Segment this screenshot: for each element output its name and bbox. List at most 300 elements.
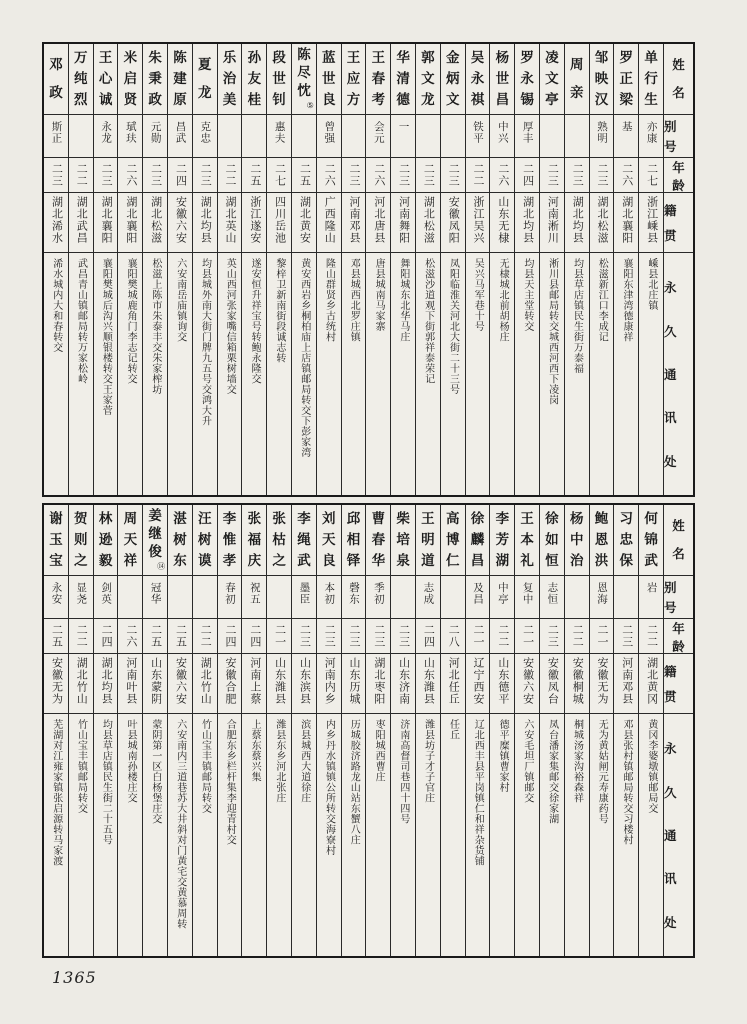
age-cell: 二三 xyxy=(44,157,68,192)
person-column xyxy=(514,44,539,495)
name-cell: 罗 永 锡 xyxy=(520,50,534,108)
name-cell: 周 天 祥 xyxy=(123,511,138,569)
address-cell: 六安毛坦厂镇邮交 xyxy=(515,713,539,956)
header-age-label: 年 龄 xyxy=(664,618,693,653)
address-cell: 邓县张村镇邮局转交习楼村 xyxy=(614,713,638,956)
person-column xyxy=(291,505,316,956)
age-cell: 二六 xyxy=(490,157,514,192)
header-native-label: 籍 贯 xyxy=(664,192,693,252)
header-name-label: 姓 名 xyxy=(672,58,685,100)
name-cell: 高 博 仁 xyxy=(445,511,460,569)
person-column xyxy=(217,44,242,495)
native-place-cell: 山东济南 xyxy=(391,653,415,713)
address-cell: 黎梓卫新南街段诚志转 xyxy=(267,252,291,495)
name-cell: 张 枯 之 xyxy=(272,511,286,569)
name-cell: 汪 树 谟 xyxy=(198,511,212,569)
name-cell: 何 锦 武 xyxy=(644,511,658,569)
person-column xyxy=(589,44,614,495)
native-place-cell: 安徽六安 xyxy=(168,653,192,713)
alias-cell: 春初 xyxy=(218,575,242,618)
person-column xyxy=(341,44,366,495)
name-cell: 郭 文 龙 xyxy=(421,50,435,108)
age-cell: 二三 xyxy=(540,157,564,192)
name-cell: 王 春 考 xyxy=(371,50,386,108)
address-cell: 襄阳东津湾德康祥 xyxy=(614,252,638,495)
person-column xyxy=(390,44,415,495)
age-cell: 二三 xyxy=(391,157,415,192)
person-column xyxy=(93,44,118,495)
address-cell: 均县天主堂转交 xyxy=(515,252,539,495)
person-column xyxy=(564,505,589,956)
address-cell: 芜湖对江雍家镇张启源转马家渡 xyxy=(44,713,68,956)
name-cell: 柴 培 泉 xyxy=(396,511,410,569)
person-column xyxy=(68,44,93,495)
alias-cell xyxy=(342,114,366,157)
roster-table-lower xyxy=(42,503,695,958)
address-cell: 任丘 xyxy=(441,713,465,956)
alias-cell: 铁平 xyxy=(466,114,490,157)
person-column xyxy=(489,505,514,956)
address-cell: 吴兴马军巷十号 xyxy=(466,252,490,495)
name-cell: 华 清 德 xyxy=(396,50,410,108)
person-column xyxy=(93,505,118,956)
address-cell: 凤台潘家集邮交徐家湖 xyxy=(540,713,564,956)
address-cell: 均县城外南大街门牌九五号交鸿大升 xyxy=(193,252,217,495)
native-place-cell: 安徽六安 xyxy=(515,653,539,713)
age-cell: 二三 xyxy=(342,157,366,192)
age-cell: 二一 xyxy=(590,618,614,653)
person-column xyxy=(266,505,291,956)
native-place-cell: 湖北襄阳 xyxy=(614,192,638,252)
person-column xyxy=(316,44,341,495)
alias-cell: 墨臣 xyxy=(292,575,316,618)
native-place-cell: 湖北均县 xyxy=(193,192,217,252)
native-place-cell: 河南邓县 xyxy=(342,192,366,252)
alias-cell: 中亭 xyxy=(490,575,514,618)
native-place-cell: 湖北松滋 xyxy=(590,192,614,252)
alias-cell: 会元 xyxy=(366,114,390,157)
name-cell: 姜 继 俊 ⑭ xyxy=(148,508,166,571)
age-cell: 二二 xyxy=(565,618,589,653)
native-place-cell: 安徽六安 xyxy=(168,192,192,252)
person-column xyxy=(564,44,589,495)
name-cell: 单 行 生 xyxy=(644,50,658,108)
alias-cell: 磬东 xyxy=(342,575,366,618)
address-cell: 松滋新江口李成记 xyxy=(590,252,614,495)
alias-cell: 基 xyxy=(614,114,638,157)
alias-cell: 季初 xyxy=(366,575,390,618)
name-cell: 段 世 钊 xyxy=(272,50,286,108)
person-column xyxy=(489,44,514,495)
age-cell: 二五 xyxy=(168,618,192,653)
header-name-label: 姓 名 xyxy=(672,519,685,561)
age-cell: 二三 xyxy=(614,618,638,653)
person-column xyxy=(68,505,93,956)
name-cell: 王 应 方 xyxy=(346,50,361,108)
age-cell: 二三 xyxy=(342,618,366,653)
native-place-cell: 湖北竹山 xyxy=(69,653,93,713)
alias-cell xyxy=(218,114,242,157)
age-cell: 二三 xyxy=(143,157,167,192)
address-cell: 英山西河张家嘴信箱栗树墙交 xyxy=(218,252,242,495)
name-cell: 杨 世 昌 xyxy=(495,50,510,108)
native-place-cell: 安徽凤台 xyxy=(540,653,564,713)
person-column xyxy=(142,505,167,956)
address-cell: 叶县城南孙楼庄交 xyxy=(118,713,142,956)
address-cell: 济南高督司巷四十四号 xyxy=(391,713,415,956)
address-cell: 六安南内三道巷苏大井斜对门黄宅交黄慕周转 xyxy=(168,713,192,956)
native-place-cell: 河南上蔡 xyxy=(242,653,266,713)
alias-cell: 斯正 xyxy=(44,114,68,157)
person-column xyxy=(341,505,366,956)
address-cell: 竹山宝丰镇邮局转交 xyxy=(69,713,93,956)
person-column xyxy=(440,44,465,495)
age-cell: 二二 xyxy=(69,157,93,192)
person-column xyxy=(167,44,192,495)
alias-cell: 中兴 xyxy=(490,114,514,157)
age-cell: 二四 xyxy=(94,618,118,653)
address-cell: 黄冈李婆墩镇邮局交 xyxy=(639,713,663,956)
age-cell: 二四 xyxy=(242,618,266,653)
person-column xyxy=(638,505,663,956)
person-column xyxy=(440,505,465,956)
name-cell: 刘 天 良 xyxy=(321,511,336,569)
alias-cell xyxy=(118,575,142,618)
name-cell: 金 炳 文 xyxy=(445,50,460,108)
native-place-cell: 浙江吴兴 xyxy=(466,192,490,252)
name-cell: 贺 则 之 xyxy=(74,511,88,569)
person-column xyxy=(291,44,316,495)
age-cell: 二六 xyxy=(118,618,142,653)
native-place-cell: 湖北黄冈 xyxy=(639,653,663,713)
person-column xyxy=(142,44,167,495)
header-alias-label: 别 号 xyxy=(664,114,693,157)
person-column xyxy=(613,505,638,956)
alias-cell xyxy=(441,575,465,618)
alias-cell xyxy=(69,114,93,157)
alias-cell: 珷玞 xyxy=(118,114,142,157)
name-cell: 夏 龙 xyxy=(198,57,212,101)
alias-cell: 及昌 xyxy=(466,575,490,618)
alias-cell: 岩 xyxy=(639,575,663,618)
native-place-cell: 山东德平 xyxy=(490,653,514,713)
native-place-cell: 山东潍县 xyxy=(267,653,291,713)
alias-cell: 惠夫 xyxy=(267,114,291,157)
alias-cell xyxy=(565,114,589,157)
address-cell: 潍县东乡河北张庄 xyxy=(267,713,291,956)
native-place-cell: 山东无棣 xyxy=(490,192,514,252)
address-cell: 松滋沙道观下街郭祥泰荣记 xyxy=(416,252,440,495)
alias-cell: 剑英 xyxy=(94,575,118,618)
address-cell: 均县草店镇民生街万泰福 xyxy=(565,252,589,495)
address-cell: 唐县城南马家寨 xyxy=(366,252,390,495)
name-cell: 王 心 诚 xyxy=(98,50,113,108)
address-cell: 合肥东乡栏杆集李迎青村交 xyxy=(218,713,242,956)
address-cell: 竹山宝丰镇邮局转交 xyxy=(193,713,217,956)
alias-cell xyxy=(168,575,192,618)
address-cell: 内乡丹水镇镇公所转交海寮村 xyxy=(317,713,341,956)
alias-cell xyxy=(416,114,440,157)
name-cell: 习 忠 保 xyxy=(619,511,634,569)
person-column xyxy=(365,505,390,956)
name-annotation: ⑤ xyxy=(306,100,314,110)
person-column xyxy=(44,505,68,956)
name-cell: 王 本 礼 xyxy=(520,511,534,569)
address-cell: 均县草店镇民生街二十五号 xyxy=(94,713,118,956)
name-cell: 李 芳 湖 xyxy=(495,511,510,569)
native-place-cell: 湖北松滋 xyxy=(416,192,440,252)
person-column xyxy=(514,505,539,956)
address-cell: 历城胶济路龙山站东蟹八庄 xyxy=(342,713,366,956)
name-cell: 杨 中 治 xyxy=(569,511,584,569)
address-cell: 松滋上陈市朱泰丰交朱家榨坊 xyxy=(143,252,167,495)
name-cell: 徐 如 恒 xyxy=(545,511,559,569)
age-cell: 二二 xyxy=(193,618,217,653)
age-cell: 二七 xyxy=(639,157,663,192)
alias-cell: 厚丰 xyxy=(515,114,539,157)
address-cell: 六安南岳庙镇询交 xyxy=(168,252,192,495)
alias-cell: 显尧 xyxy=(69,575,93,618)
page-number: 1365 xyxy=(52,968,97,987)
alias-cell xyxy=(540,114,564,157)
person-column xyxy=(192,44,217,495)
age-cell: 二二 xyxy=(490,618,514,653)
person-column xyxy=(192,505,217,956)
address-cell: 无为黄姑闸元寿康药号 xyxy=(590,713,614,956)
age-cell: 二一 xyxy=(515,618,539,653)
address-cell: 枣阳城西曹庄 xyxy=(366,713,390,956)
address-cell: 蒙阴第一区白杨堡庄交 xyxy=(143,713,167,956)
age-cell: 二三 xyxy=(565,157,589,192)
name-cell: 米 启 贤 xyxy=(123,50,138,108)
name-cell: 林 逊 毅 xyxy=(98,511,113,569)
alias-cell: 克忠 xyxy=(193,114,217,157)
alias-cell xyxy=(391,575,415,618)
age-cell: 二五 xyxy=(143,618,167,653)
name-cell: 朱 秉 政 xyxy=(148,50,162,108)
person-column xyxy=(241,44,266,495)
name-cell: 邹 映 汉 xyxy=(594,50,609,108)
alias-cell: 祝五 xyxy=(242,575,266,618)
person-column xyxy=(613,44,638,495)
alias-cell: 曾强 xyxy=(317,114,341,157)
name-cell: 湛 树 东 xyxy=(173,511,187,569)
age-cell: 二七 xyxy=(267,157,291,192)
person-column xyxy=(44,44,68,495)
native-place-cell: 浙江遂安 xyxy=(242,192,266,252)
age-cell: 二一 xyxy=(466,618,490,653)
address-cell: 黄安西岩乡桐柏庙上店镇邮局转交下彭家湾 xyxy=(292,252,316,495)
native-place-cell: 四川岳池 xyxy=(267,192,291,252)
address-cell: 遂安恒升祥宝号转鲍永隆交 xyxy=(242,252,266,495)
person-column xyxy=(241,505,266,956)
age-cell: 二三 xyxy=(317,618,341,653)
age-cell: 二四 xyxy=(515,157,539,192)
person-column xyxy=(415,44,440,495)
age-cell: 二三 xyxy=(292,618,316,653)
name-cell: 邓 政 xyxy=(49,57,63,101)
native-place-cell: 湖北均县 xyxy=(565,192,589,252)
name-cell: 王 明 道 xyxy=(421,511,435,569)
age-cell: 二四 xyxy=(218,618,242,653)
header-native-label: 籍 贯 xyxy=(664,653,693,713)
address-cell: 襄阳樊城后沟兴顺银楼转交王家菅 xyxy=(94,252,118,495)
address-cell: 无棣城北前胡杨庄 xyxy=(490,252,514,495)
native-place-cell: 河北任丘 xyxy=(441,653,465,713)
alias-cell: 元勋 xyxy=(143,114,167,157)
native-place-cell: 湖北枣阳 xyxy=(366,653,390,713)
alias-cell: 冠华 xyxy=(143,575,167,618)
person-column xyxy=(117,44,142,495)
age-cell: 二五 xyxy=(292,157,316,192)
native-place-cell: 湖北均县 xyxy=(94,653,118,713)
address-cell: 桐城汤家沟裕森祥 xyxy=(565,713,589,956)
native-place-cell: 河北唐县 xyxy=(366,192,390,252)
name-cell: 陈 建 原 xyxy=(173,50,187,108)
address-cell: 潍县坊子才子官庄 xyxy=(416,713,440,956)
alias-cell xyxy=(242,114,266,157)
name-cell: 张 福 庆 xyxy=(247,511,262,569)
native-place-cell: 湖北黄安 xyxy=(292,192,316,252)
age-cell: 二三 xyxy=(590,157,614,192)
person-column xyxy=(266,44,291,495)
alias-cell: 本初 xyxy=(317,575,341,618)
age-cell: 二三 xyxy=(391,618,415,653)
alias-cell: 复中 xyxy=(515,575,539,618)
address-cell: 浠水城内大和春转交 xyxy=(44,252,68,495)
address-cell: 上蔡东蔡兴集 xyxy=(242,713,266,956)
age-cell: 二八 xyxy=(441,618,465,653)
native-place-cell: 辽宁西安 xyxy=(466,653,490,713)
native-place-cell: 山东历城 xyxy=(342,653,366,713)
name-cell: 李 绳 武 xyxy=(297,511,311,569)
native-place-cell: 山东蒙阴 xyxy=(143,653,167,713)
address-cell: 滨县城西大道徐庄 xyxy=(292,713,316,956)
age-cell: 二二 xyxy=(466,157,490,192)
alias-cell xyxy=(565,575,589,618)
native-place-cell: 安徽桐城 xyxy=(565,653,589,713)
name-cell: 乐 治 美 xyxy=(222,50,237,108)
native-place-cell: 河南叶县 xyxy=(118,653,142,713)
address-cell: 舞阳城东北华马庄 xyxy=(391,252,415,495)
native-place-cell: 湖北均县 xyxy=(515,192,539,252)
address-cell: 嵊县北庄镇 xyxy=(639,252,663,495)
native-place-cell: 河南内乡 xyxy=(317,653,341,713)
address-cell: 淅川县邮局转交城西河西下凌岗 xyxy=(540,252,564,495)
address-cell: 襄阳樊城鹿角门李志记转交 xyxy=(118,252,142,495)
native-place-cell: 河南淅川 xyxy=(540,192,564,252)
person-column xyxy=(390,505,415,956)
header-column xyxy=(663,505,693,956)
alias-cell xyxy=(441,114,465,157)
name-cell: 邱 相 铎 xyxy=(346,511,361,569)
native-place-cell: 河南舞阳 xyxy=(391,192,415,252)
name-cell: 谢 玉 宝 xyxy=(49,511,63,569)
native-place-cell: 广西隆山 xyxy=(317,192,341,252)
age-cell: 二二 xyxy=(639,618,663,653)
age-cell: 二三 xyxy=(416,157,440,192)
native-place-cell: 安徽无为 xyxy=(44,653,68,713)
native-place-cell: 湖北襄阳 xyxy=(118,192,142,252)
header-column xyxy=(663,44,693,495)
name-cell: 吴 永 祺 xyxy=(470,50,485,108)
native-place-cell: 山东潍县 xyxy=(416,653,440,713)
alias-cell: 熟明 xyxy=(590,114,614,157)
address-cell: 隆山群贤乡古统村 xyxy=(317,252,341,495)
alias-cell: 一 xyxy=(391,114,415,157)
name-cell: 凌 文 亭 xyxy=(545,50,559,108)
name-cell: 万 纯 烈 xyxy=(74,50,88,108)
person-column xyxy=(217,505,242,956)
age-cell: 二三 xyxy=(193,157,217,192)
alias-cell: 永安 xyxy=(44,575,68,618)
person-column xyxy=(167,505,192,956)
name-cell: 周 亲 xyxy=(569,57,584,101)
person-column xyxy=(589,505,614,956)
native-place-cell: 浙江嵊县 xyxy=(639,192,663,252)
age-cell: 二五 xyxy=(44,618,68,653)
address-cell: 德平糜镇曹家村 xyxy=(490,713,514,956)
native-place-cell: 湖北浠水 xyxy=(44,192,68,252)
person-column xyxy=(117,505,142,956)
person-column xyxy=(316,505,341,956)
alias-cell: 志恒 xyxy=(540,575,564,618)
native-place-cell: 湖北襄阳 xyxy=(94,192,118,252)
address-cell: 邓县城西北罗庄镇 xyxy=(342,252,366,495)
name-cell: 李 惟 孝 xyxy=(222,511,237,569)
alias-cell: 志成 xyxy=(416,575,440,618)
alias-cell: 恩海 xyxy=(590,575,614,618)
alias-cell: 昌武 xyxy=(168,114,192,157)
age-cell: 二三 xyxy=(540,618,564,653)
age-cell: 二六 xyxy=(317,157,341,192)
age-cell: 二二 xyxy=(69,618,93,653)
address-cell: 辽北西丰县平岗镇仁和祥杂货铺 xyxy=(466,713,490,956)
roster-table-upper xyxy=(42,42,695,497)
age-cell: 二三 xyxy=(94,157,118,192)
alias-cell xyxy=(292,114,316,157)
native-place-cell: 河南邓县 xyxy=(614,653,638,713)
native-place-cell: 安徽凤阳 xyxy=(441,192,465,252)
name-cell: 蓝 世 良 xyxy=(321,50,336,108)
name-cell: 孙 友 桂 xyxy=(247,50,262,108)
alias-cell: 亦康 xyxy=(639,114,663,157)
age-cell: 二六 xyxy=(118,157,142,192)
alias-cell xyxy=(614,575,638,618)
age-cell: 二六 xyxy=(366,157,390,192)
person-column xyxy=(365,44,390,495)
age-cell: 二三 xyxy=(366,618,390,653)
age-cell: 二四 xyxy=(168,157,192,192)
person-column xyxy=(638,44,663,495)
alias-cell: 永龙 xyxy=(94,114,118,157)
person-column xyxy=(415,505,440,956)
name-cell: 陈 尽 忱 ⑤ xyxy=(297,47,314,110)
native-place-cell: 山东滨县 xyxy=(292,653,316,713)
person-column xyxy=(465,44,490,495)
age-cell: 二五 xyxy=(242,157,266,192)
person-column xyxy=(465,505,490,956)
person-column xyxy=(539,505,564,956)
age-cell: 二一 xyxy=(267,618,291,653)
native-place-cell: 湖北竹山 xyxy=(193,653,217,713)
address-cell: 凤阳临淮关河北大街二十三号 xyxy=(441,252,465,495)
name-cell: 曹 春 华 xyxy=(371,511,386,569)
native-place-cell: 湖北松滋 xyxy=(143,192,167,252)
address-cell: 武昌青山镇邮局转万家松岭 xyxy=(69,252,93,495)
age-cell: 二六 xyxy=(614,157,638,192)
native-place-cell: 湖北英山 xyxy=(218,192,242,252)
